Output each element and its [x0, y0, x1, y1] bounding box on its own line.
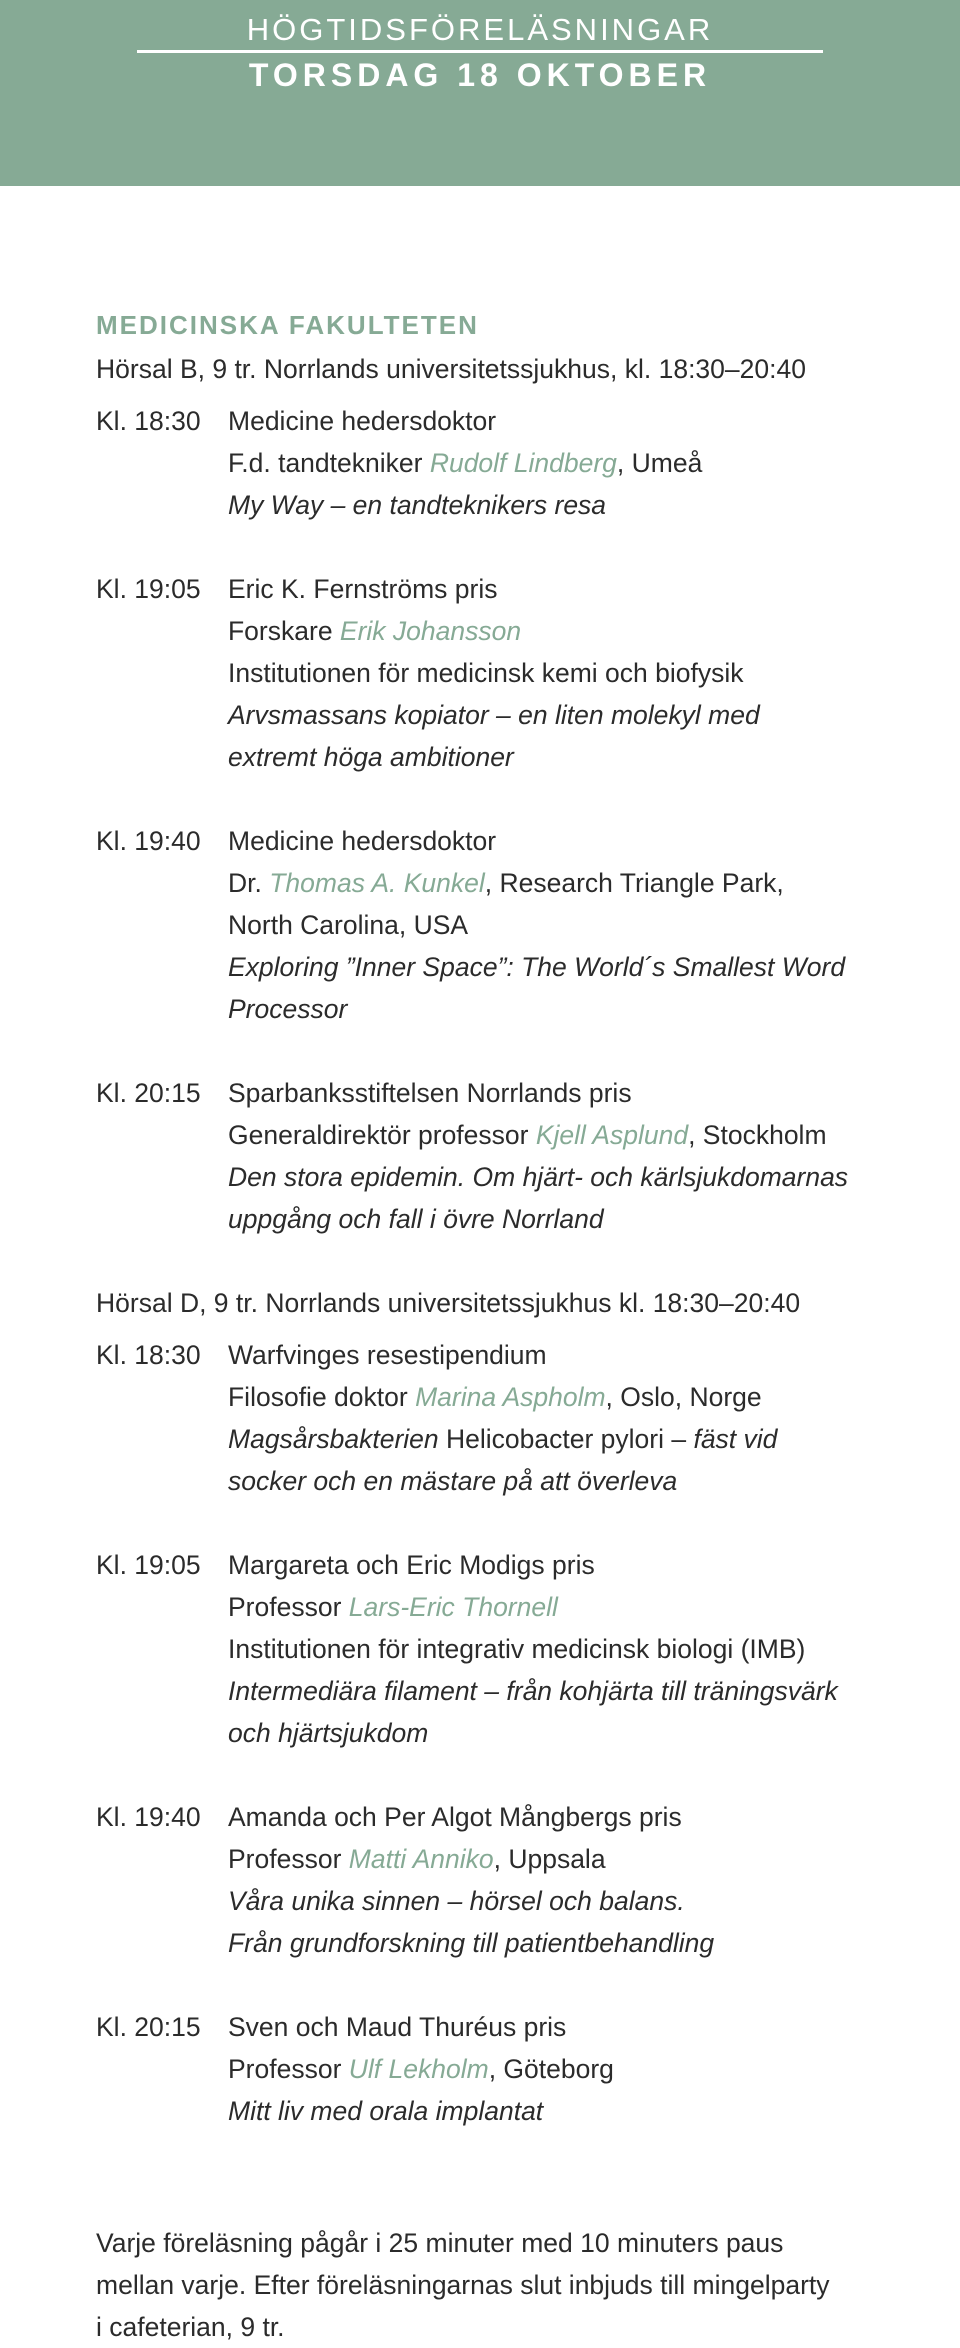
- lecture-title: My Way – en tandteknikers resa: [228, 490, 607, 520]
- lecture-title: Den stora epidemin. Om hjärt- och kärlsjukdomarnas: [228, 1162, 849, 1192]
- recipient-title: Professor: [228, 1844, 349, 1874]
- recipient-line: [228, 1114, 916, 1156]
- footer-note: [96, 2222, 916, 2348]
- recipient-name: Rudolf Lindberg: [429, 448, 617, 478]
- entry-time: Kl. 20:15: [96, 1078, 201, 1108]
- entry-time: Kl. 20:15: [96, 2012, 201, 2042]
- recipient-line: [228, 2048, 916, 2090]
- award-name: Medicine hedersdoktor: [228, 826, 497, 856]
- session: [96, 348, 916, 1240]
- lecture-title: Arvsmassans kopiator – en liten molekyl med: [228, 700, 760, 730]
- sessions: [96, 348, 916, 2132]
- recipient-name: Matti Anniko: [348, 1844, 494, 1874]
- entry-time: Kl. 19:05: [96, 1550, 201, 1580]
- recipient-name: Thomas A. Kunkel: [269, 868, 485, 898]
- award-name: Medicine hedersdoktor: [228, 406, 497, 436]
- session-venue: Hörsal B, 9 tr. Norrlands universitetssjukhus, kl. 18:30–20:40: [96, 354, 806, 384]
- entry-details: [228, 2006, 916, 2132]
- recipient-title: Generaldirektör professor: [228, 1120, 536, 1150]
- lecture-title: Processor: [228, 994, 348, 1024]
- program-entry: [96, 1796, 916, 1964]
- header-kicker: HÖGTIDSFÖRELÄSNINGAR: [246, 12, 714, 47]
- recipient-institution: North Carolina, USA: [228, 910, 469, 940]
- recipient-name: Marina Aspholm: [415, 1382, 606, 1412]
- entry-details: [228, 568, 916, 778]
- program-entry: [96, 2006, 916, 2132]
- recipient-affiliation: , Umeå: [616, 448, 703, 478]
- award-name: Sparbanksstiftelsen Norrlands pris: [228, 1078, 632, 1108]
- lecture-title: Mitt liv med orala implantat: [228, 2096, 544, 2126]
- footer-line: mellan varje. Efter föreläsningarnas slut inbjuds till mingelparty: [96, 2270, 830, 2300]
- recipient-affiliation: , Stockholm: [688, 1120, 827, 1150]
- recipient-line: [228, 442, 916, 484]
- recipient-line: [228, 1838, 916, 1880]
- program-entry: [96, 1544, 916, 1754]
- award-name: Amanda och Per Algot Mångbergs pris: [228, 1802, 682, 1832]
- award-name: Sven och Maud Thuréus pris: [228, 2012, 567, 2042]
- recipient-name: Lars-Eric Thornell: [348, 1592, 558, 1622]
- program-content: [96, 306, 916, 2132]
- recipient-affiliation: , Research Triangle Park,: [484, 868, 784, 898]
- lecture-title: [228, 1418, 916, 1460]
- lecture-title: extremt höga ambitioner: [228, 742, 514, 772]
- lecture-title: Intermediära filament – från kohjärta till träningsvärk: [228, 1676, 838, 1706]
- program-entry: [96, 820, 916, 1030]
- program-entry: [96, 400, 916, 526]
- recipient-affiliation: , Uppsala: [493, 1844, 606, 1874]
- program-entry: [96, 568, 916, 778]
- recipient-institution: Institutionen för integrativ medicinsk biologi (IMB): [228, 1634, 806, 1664]
- lecture-title: och hjärtsjukdom: [228, 1718, 429, 1748]
- footer-line: Varje föreläsning pågår i 25 minuter med 10 minuters paus: [96, 2228, 784, 2258]
- entry-time: Kl. 19:40: [96, 1802, 201, 1832]
- recipient-name: Kjell Asplund: [535, 1120, 689, 1150]
- entry-details: [228, 820, 916, 1030]
- recipient-affiliation: , Göteborg: [488, 2054, 614, 2084]
- entry-details: [228, 1334, 916, 1502]
- program-entry: [96, 1334, 916, 1502]
- lecture-title: socker och en mästare på att överleva: [228, 1466, 678, 1496]
- recipient-institution: Institutionen för medicinsk kemi och biofysik: [228, 658, 744, 688]
- lecture-title: Från grundforskning till patientbehandling: [228, 1928, 715, 1958]
- header-divider: [137, 50, 823, 53]
- entry-time: Kl. 19:40: [96, 826, 201, 856]
- lecture-title-part: Helicobacter pylori –: [438, 1424, 694, 1454]
- lecture-title: Exploring ”Inner Space”: The World´s Smallest Word: [228, 952, 846, 982]
- lecture-title-part: Magsårsbakterien: [228, 1424, 439, 1454]
- recipient-title: Dr.: [228, 868, 270, 898]
- session-venue: Hörsal D, 9 tr. Norrlands universitetssjukhus kl. 18:30–20:40: [96, 1288, 801, 1318]
- entry-time: Kl. 18:30: [96, 1340, 201, 1370]
- lecture-title: Våra unika sinnen – hörsel och balans.: [228, 1886, 685, 1916]
- entry-details: [228, 1796, 916, 1964]
- header-band: [0, 0, 960, 186]
- recipient-affiliation: , Oslo, Norge: [605, 1382, 762, 1412]
- recipient-title: Professor: [228, 2054, 349, 2084]
- recipient-title: Professor: [228, 1592, 349, 1622]
- header-date: TORSDAG 18 OKTOBER: [248, 57, 712, 93]
- faculty-heading: MEDICINSKA FAKULTETEN: [96, 310, 479, 340]
- entry-details: [228, 1072, 916, 1240]
- footer-line: i cafeterian, 9 tr.: [96, 2312, 285, 2342]
- recipient-line: [228, 610, 916, 652]
- recipient-name: Erik Johansson: [339, 616, 522, 646]
- program-entry: [96, 1072, 916, 1240]
- recipient-line: [228, 1586, 916, 1628]
- session: [96, 1282, 916, 2132]
- entry-time: Kl. 19:05: [96, 574, 201, 604]
- entry-time: Kl. 18:30: [96, 406, 201, 436]
- recipient-line: [228, 1376, 916, 1418]
- recipient-title: Filosofie doktor: [228, 1382, 416, 1412]
- entry-details: [228, 400, 916, 526]
- recipient-line: [228, 862, 916, 904]
- lecture-title: uppgång och fall i övre Norrland: [228, 1204, 604, 1234]
- entry-details: [228, 1544, 916, 1754]
- award-name: Warfvinges resestipendium: [228, 1340, 547, 1370]
- recipient-name: Ulf Lekholm: [348, 2054, 489, 2084]
- recipient-title: Forskare: [228, 616, 340, 646]
- lecture-title-part: fäst vid: [693, 1424, 778, 1454]
- recipient-title: F.d. tandtekniker: [228, 448, 430, 478]
- award-name: Eric K. Fernströms pris: [228, 574, 498, 604]
- award-name: Margareta och Eric Modigs pris: [228, 1550, 595, 1580]
